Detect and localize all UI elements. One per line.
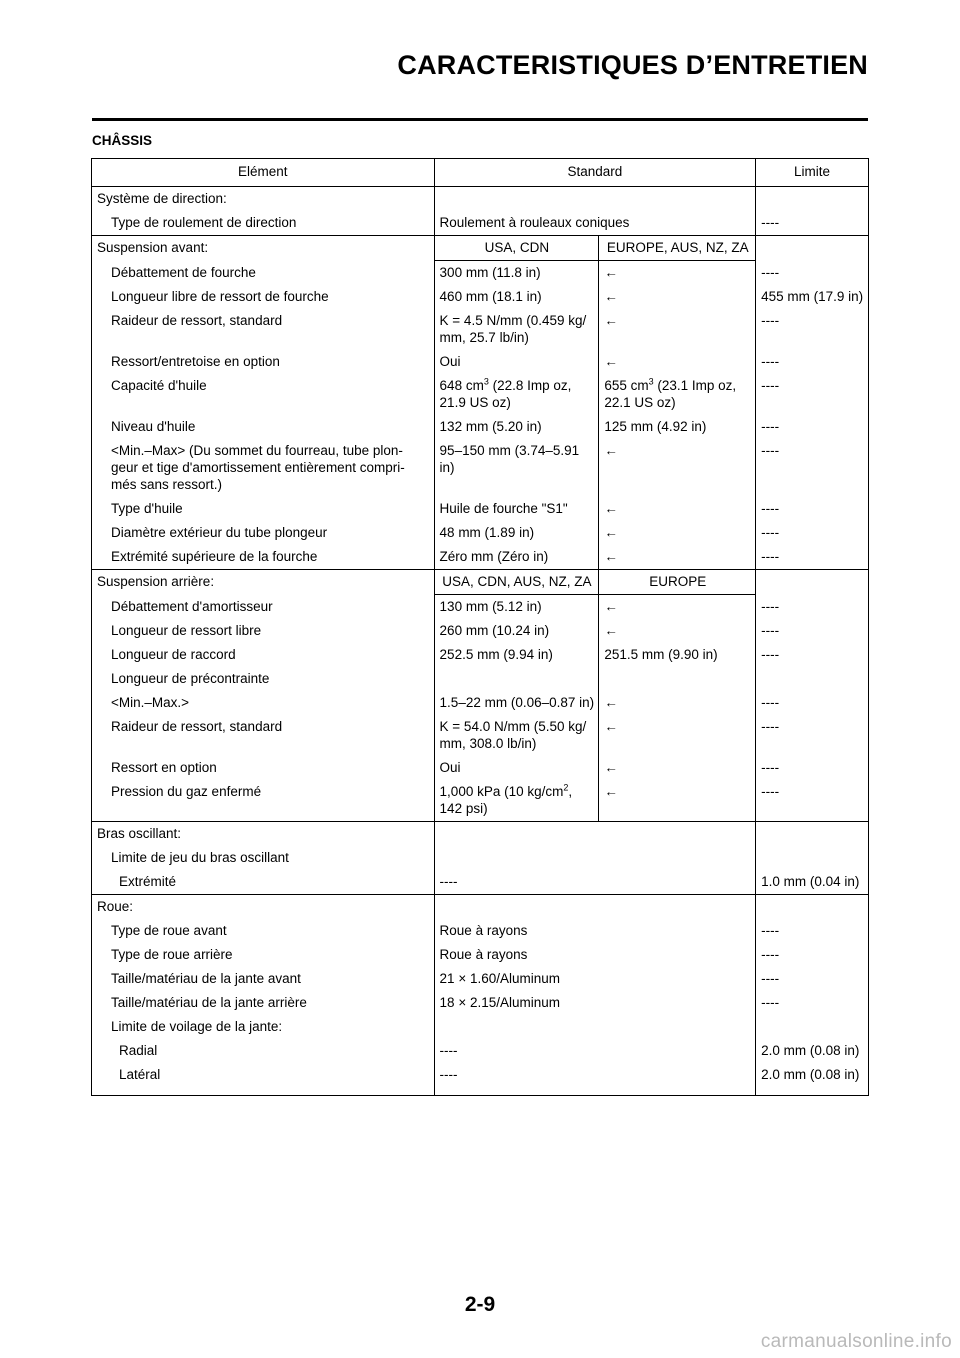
title-rule [92, 118, 868, 121]
group-label-swingarm: Bras oscillant: [92, 822, 435, 847]
spec-table [91, 158, 869, 1096]
table-row [92, 521, 869, 545]
table-row [92, 643, 869, 667]
table-row [92, 261, 869, 286]
row-limit: ---- [756, 619, 869, 643]
row-label: Raideur de ressort, standard [92, 715, 435, 756]
row-value-b: ← [599, 545, 756, 570]
row-label: Longueur de ressort libre [92, 619, 435, 643]
row-limit: ---- [756, 545, 869, 570]
row-limit: ---- [756, 309, 869, 350]
row-value-b: 125 mm (4.92 in) [599, 415, 756, 439]
subheader-europe: EUROPE, AUS, NZ, ZA [599, 236, 756, 261]
row-value-b: ← [599, 715, 756, 756]
row-value: Roue à rayons [434, 919, 756, 943]
table-row [92, 595, 869, 620]
row-value-a: 132 mm (5.20 in) [434, 415, 599, 439]
row-value: 21 × 1.60/Aluminum [434, 967, 756, 991]
row-value-b: ← [599, 285, 756, 309]
table-row [92, 715, 869, 756]
header-limit: Limite [756, 159, 869, 187]
table-row [92, 780, 869, 822]
row-value-b: ← [599, 595, 756, 620]
row-value-a: K = 4.5 N/mm (0.459 kg/ mm, 25.7 lb/in) [434, 309, 599, 350]
row-limit: ---- [756, 415, 869, 439]
row-value-b: ← [599, 780, 756, 822]
table-row [92, 285, 869, 309]
table-row [92, 1015, 869, 1039]
row-value: Roulement à rouleaux coniques [434, 211, 756, 236]
row-limit: 2.0 mm (0.08 in) [756, 1039, 869, 1063]
row-label: Taille/matériau de la jante avant [92, 967, 435, 991]
row-value-a: Oui [434, 756, 599, 780]
row-value-a: Oui [434, 350, 599, 374]
row-value: 18 × 2.15/Aluminum [434, 991, 756, 1015]
row-label: Ressort/entretoise en option [92, 350, 435, 374]
table-row [92, 497, 869, 521]
table-row [92, 1063, 869, 1096]
row-label: Ressort en option [92, 756, 435, 780]
watermark: carmanualsonline.info [760, 1331, 952, 1352]
table-row [92, 870, 869, 895]
row-limit: ---- [756, 521, 869, 545]
header-element: Elément [92, 159, 435, 187]
row-value-b: ← [599, 350, 756, 374]
row-value: ---- [434, 870, 756, 895]
row-value: Roue à rayons [434, 943, 756, 967]
group-label-rear-suspension: Suspension arrière: [92, 570, 435, 595]
row-limit: ---- [756, 691, 869, 715]
row-label: Pression du gaz enfermé [92, 780, 435, 822]
table-row [92, 943, 869, 967]
row-limit: 455 mm (17.9 in) [756, 285, 869, 309]
table-row [92, 822, 869, 847]
row-value-b: ← [599, 261, 756, 286]
row-value-a: 252.5 mm (9.94 in) [434, 643, 599, 667]
row-label: Niveau d'huile [92, 415, 435, 439]
row-value-a: 48 mm (1.89 in) [434, 521, 599, 545]
row-label: <Min.–Max> (Du sommet du fourreau, tube plon- geur et tige d'amortissement entièrement compri- més sans ressort.) [92, 439, 435, 497]
subheader-usa-cdn-aus-nz-za: USA, CDN, AUS, NZ, ZA [434, 570, 599, 595]
row-value-a: 300 mm (11.8 in) [434, 261, 599, 286]
row-value-b: ← [599, 619, 756, 643]
row-limit: ---- [756, 943, 869, 967]
table-row [92, 895, 869, 920]
row-value-a: 1,000 kPa (10 $kg/cm^2$, 142 psi) [434, 780, 599, 822]
row-label: Raideur de ressort, standard [92, 309, 435, 350]
table-row [92, 350, 869, 374]
row-label: Débattement d'amortisseur [92, 595, 435, 620]
row-label: Radial [92, 1039, 435, 1063]
table-row [92, 309, 869, 350]
table-row [92, 570, 869, 595]
row-limit: ---- [756, 595, 869, 620]
section-title: CHÂSSIS [92, 133, 153, 148]
row-label: Type d'huile [92, 497, 435, 521]
table-row [92, 846, 869, 870]
table-row [92, 545, 869, 570]
row-limit: ---- [756, 261, 869, 286]
row-value-b: ← [599, 521, 756, 545]
table-row [92, 991, 869, 1015]
table-row [92, 187, 869, 212]
row-limit: ---- [756, 497, 869, 521]
row-value: ---- [434, 1063, 756, 1096]
row-value-a [434, 667, 599, 691]
row-label: Extrémité supérieure de la fourche [92, 545, 435, 570]
row-value-a: Huile de fourche "S1" [434, 497, 599, 521]
table-row [92, 667, 869, 691]
row-limit: 1.0 mm (0.04 in) [756, 870, 869, 895]
row-value-b: ← [599, 691, 756, 715]
row-label: Débattement de fourche [92, 261, 435, 286]
row-label: Limite de jeu du bras oscillant [92, 846, 435, 870]
row-value-a: 460 mm (18.1 in) [434, 285, 599, 309]
row-value-b: ← [599, 497, 756, 521]
row-label: Longueur de raccord [92, 643, 435, 667]
row-value-a: 130 mm (5.12 in) [434, 595, 599, 620]
table-row [92, 439, 869, 497]
row-value: ---- [434, 1039, 756, 1063]
row-limit: 2.0 mm (0.08 in) [756, 1063, 869, 1096]
row-limit: ---- [756, 350, 869, 374]
table-row [92, 691, 869, 715]
table-row [92, 619, 869, 643]
row-label: Limite de voilage de la jante: [92, 1015, 435, 1039]
row-limit: ---- [756, 211, 869, 236]
row-limit: ---- [756, 991, 869, 1015]
row-value-b: 655 $cm^3$ (23.1 Imp oz, 22.1 US oz) [599, 374, 756, 415]
subheader-usa-cdn: USA, CDN [434, 236, 599, 261]
table-row [92, 1039, 869, 1063]
table-row [92, 211, 869, 236]
row-label: Type de roulement de direction [92, 211, 435, 236]
row-value-a: 1.5–22 mm (0.06–0.87 in) [434, 691, 599, 715]
row-limit: ---- [756, 643, 869, 667]
row-value-b: ← [599, 439, 756, 497]
row-value-a: 95–150 mm (3.74–5.91 in) [434, 439, 599, 497]
table-row [92, 415, 869, 439]
row-label: Type de roue arrière [92, 943, 435, 967]
row-limit: ---- [756, 780, 869, 822]
row-limit: ---- [756, 756, 869, 780]
table-row [92, 374, 869, 415]
group-label-front-suspension: Suspension avant: [92, 236, 435, 261]
row-label: Latéral [92, 1063, 435, 1096]
header-standard: Standard [434, 159, 756, 187]
row-value-b: 251.5 mm (9.90 in) [599, 643, 756, 667]
group-label-wheel: Roue: [92, 895, 435, 920]
row-limit: ---- [756, 439, 869, 497]
group-label-steering: Système de direction: [92, 187, 435, 212]
row-limit: ---- [756, 374, 869, 415]
page-number: 2-9 [464, 1293, 496, 1316]
page-title: CARACTERISTIQUES D’ENTRETIEN [397, 50, 868, 80]
row-limit [756, 667, 869, 691]
row-label: Type de roue avant [92, 919, 435, 943]
row-value-b [599, 667, 756, 691]
subheader-europe: EUROPE [599, 570, 756, 595]
row-value-a: K = 54.0 N/mm (5.50 kg/ mm, 308.0 lb/in) [434, 715, 599, 756]
row-limit: ---- [756, 715, 869, 756]
table-row [92, 236, 869, 261]
table-row [92, 919, 869, 943]
row-limit: ---- [756, 919, 869, 943]
row-label: Longueur de précontrainte [92, 667, 435, 691]
table-row [92, 756, 869, 780]
row-value-a: Zéro mm (Zéro in) [434, 545, 599, 570]
row-value-a: 260 mm (10.24 in) [434, 619, 599, 643]
table-row [92, 967, 869, 991]
row-value-b: ← [599, 309, 756, 350]
row-value-a: 648 $cm^3$ (22.8 Imp oz, 21.9 US oz) [434, 374, 599, 415]
row-label: Diamètre extérieur du tube plongeur [92, 521, 435, 545]
row-label: Longueur libre de ressort de fourche [92, 285, 435, 309]
row-label: <Min.–Max.> [92, 691, 435, 715]
row-label: Extrémité [92, 870, 435, 895]
row-value-b: ← [599, 756, 756, 780]
row-label: Taille/matériau de la jante arrière [92, 991, 435, 1015]
row-label: Capacité d'huile [92, 374, 435, 415]
table-header-row [92, 159, 869, 187]
row-limit: ---- [756, 967, 869, 991]
